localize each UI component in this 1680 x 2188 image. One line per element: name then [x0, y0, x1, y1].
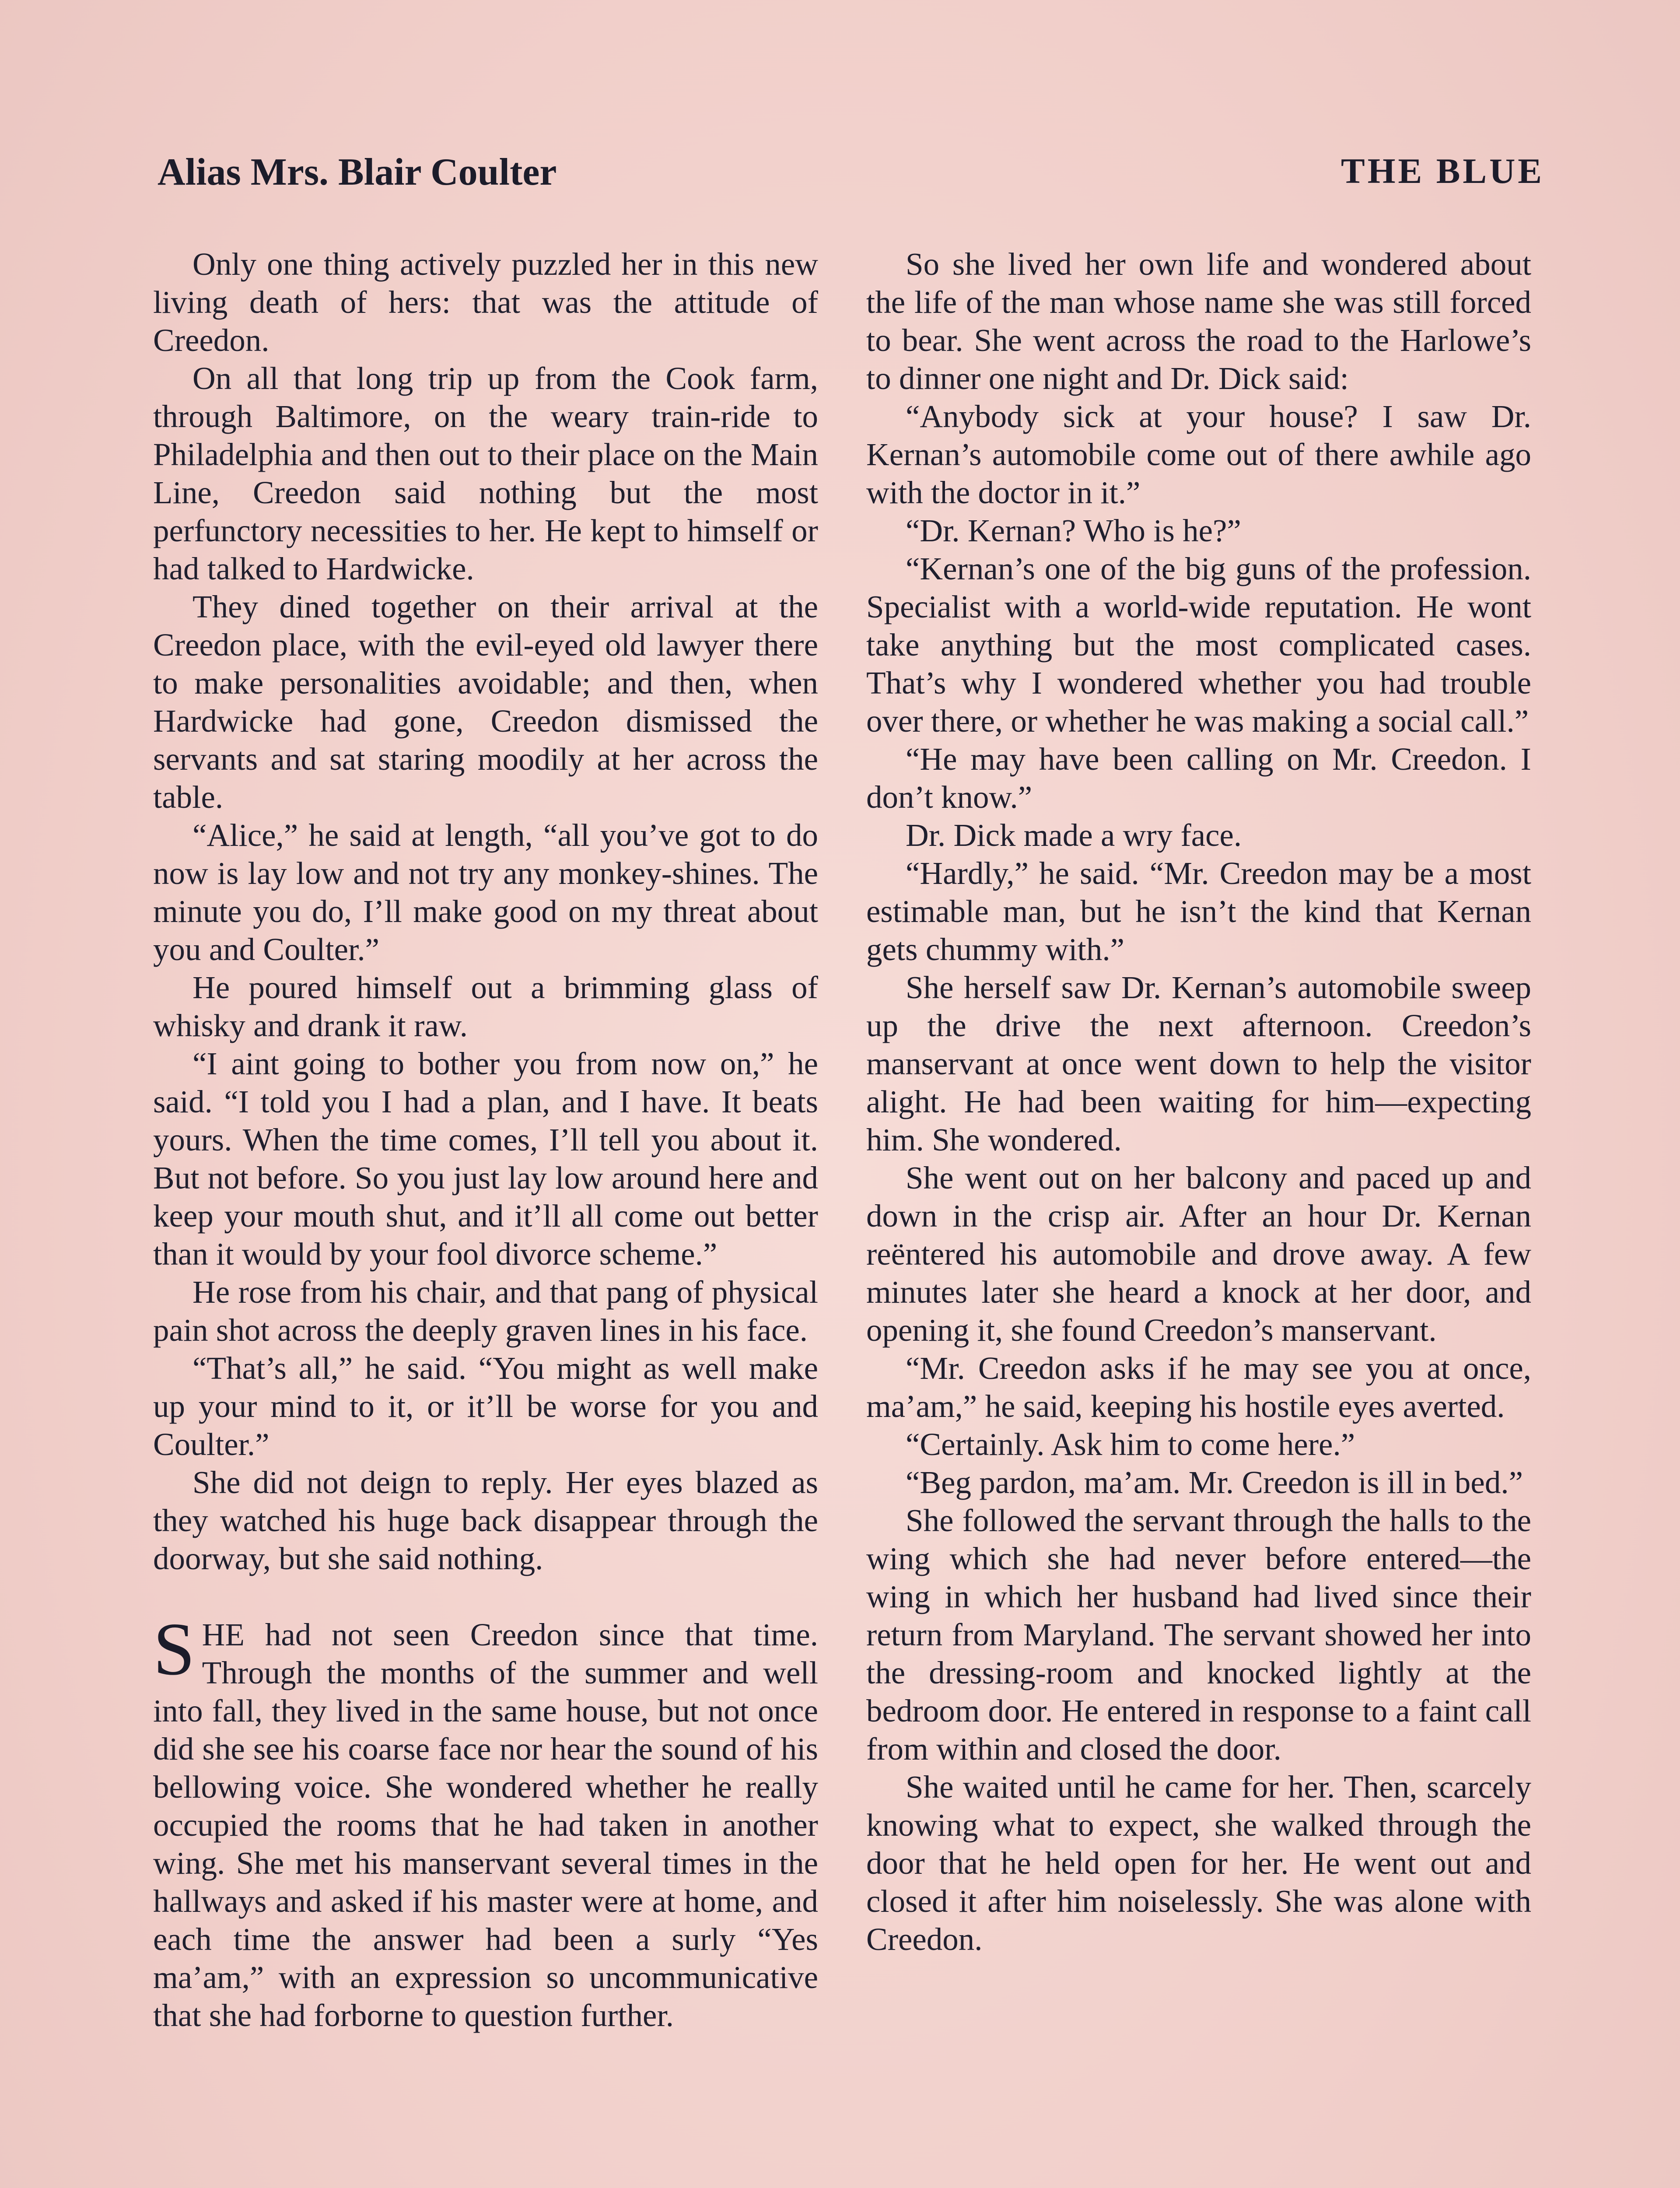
paragraph: “Alice,” he said at length, “all you’ve got to do now is lay low and not try any monkey-shines. The minute you do, I’ll make good on my threat about you and Coulter.”	[153, 817, 818, 967]
paragraph: On all that long trip up from the Cook farm, through Baltimore, on the weary train-ride to Philadelphia and then out to their place on the Main Line, Creedon said nothing but the most perfunctory necessities to her. He kept to himself or had talked to Hardwicke.	[153, 361, 818, 586]
magazine-title-header: THE BLUE	[1341, 151, 1544, 191]
section-opening-paragraph	[153, 1608, 818, 2034]
paragraph: They dined together on their arrival at the Creedon place, with the evil-eyed old lawyer there to make personalities avoidable; and then, when Hardwicke had gone, Creedon dismissed the servants and sat staring moodily at her across the table.	[153, 589, 818, 815]
paragraph: She followed the servant through the halls to the wing which she had never before entered—the wing in which her husband had lived since their return from Maryland. The servant showed her into the dressing-room and knocked lightly at the bedroom door. He entered in response to a faint call from within and closed the door.	[866, 1503, 1531, 1767]
paragraph: She waited until he came for her. Then, scarcely knowing what to expect, she walked through the door that he held open for her. He went out and closed it after him noiselessly. She was alone with Creedon.	[866, 1769, 1531, 1957]
drop-cap-letter: S	[153, 1608, 195, 1691]
paragraph: She did not deign to reply. Her eyes blazed as they watched his huge back disappear through the doorway, but she said nothing.	[153, 1465, 818, 1576]
paragraph: “Beg pardon, ma’am. Mr. Creedon is ill in bed.”	[906, 1465, 1523, 1500]
paragraph: “Anybody sick at your house? I saw Dr. Kernan’s automobile come out of there awhile ago with the doctor in it.”	[866, 399, 1531, 510]
section-opening-text: HE had not seen Creedon since that time. Through the months of the summer and well into fall, they lived in the same house, but not once did she see his coarse face nor hear the sound of his bellowing voice. She wondered whether he really occupied the rooms that he had taken in another wing. She met his manservant several times in the hallways and asked if his master were at home, and each time the answer had been a surly “Yes ma’am,” with an expression so uncommunicative that she had forborne to question further.	[153, 1617, 818, 2033]
paragraph: “I aint going to bother you from now on,” he said. “I told you I had a plan, and I have. It beats yours. When the time comes, I’ll tell you about it. But not before. So you just lay low around here and keep your mouth shut, and it’ll all come out better than it would by your fool divorce scheme.”	[153, 1046, 818, 1272]
paragraph: He rose from his chair, and that pang of physical pain shot across the deeply graven lines in his face.	[153, 1274, 818, 1348]
paragraph: “That’s all,” he said. “You might as well make up your mind to it, or it’ll be worse for you and Coulter.”	[153, 1350, 818, 1462]
paragraph: “Mr. Creedon asks if he may see you at once, ma’am,” he said, keeping his hostile eyes averted.	[866, 1350, 1531, 1424]
paragraph: So she lived her own life and wondered about the life of the man whose name she was still forced to bear. She went across the road to the Harlowe’s to dinner one night and Dr. Dick said:	[866, 246, 1531, 396]
paragraph: “Hardly,” he said. “Mr. Creedon may be a most estimable man, but he isn’t the kind that Kernan gets chummy with.”	[866, 856, 1531, 967]
paragraph: “Certainly. Ask him to come here.”	[906, 1427, 1355, 1462]
paragraph: She herself saw Dr. Kernan’s automobile sweep up the drive the next afternoon. Creedon’s manservant at once went down to help the visitor alight. He had been waiting for him—expecting him. She wondered.	[866, 970, 1531, 1157]
paragraph: Dr. Dick made a wry face.	[906, 817, 1242, 853]
paragraph: “He may have been calling on Mr. Creedon. I don’t know.”	[866, 741, 1531, 815]
paragraph: “Dr. Kernan? Who is he?”	[906, 513, 1241, 548]
paragraph: “Kernan’s one of the big guns of the profession. Specialist with a world-wide reputation. He wont take anything but the most complicated cases. That’s why I wondered whether you had trouble over there, or whether he was making a social call.”	[866, 551, 1531, 739]
story-title-header: Alias Mrs. Blair Coulter	[158, 151, 557, 193]
right-text-column	[866, 245, 1531, 2188]
section-break	[153, 1578, 818, 1616]
paragraph: He poured himself out a brimming glass of whisky and drank it raw.	[153, 970, 818, 1043]
left-text-column	[153, 245, 818, 2188]
paragraph: She went out on her balcony and paced up and down in the crisp air. After an hour Dr. Kernan reëntered his automobile and drove away. A few minutes later she heard a knock at her door, and opening it, she found Creedon’s manservant.	[866, 1160, 1531, 1348]
paragraph: Only one thing actively puzzled her in this new living death of hers: that was the attitude of Creedon.	[153, 246, 818, 358]
